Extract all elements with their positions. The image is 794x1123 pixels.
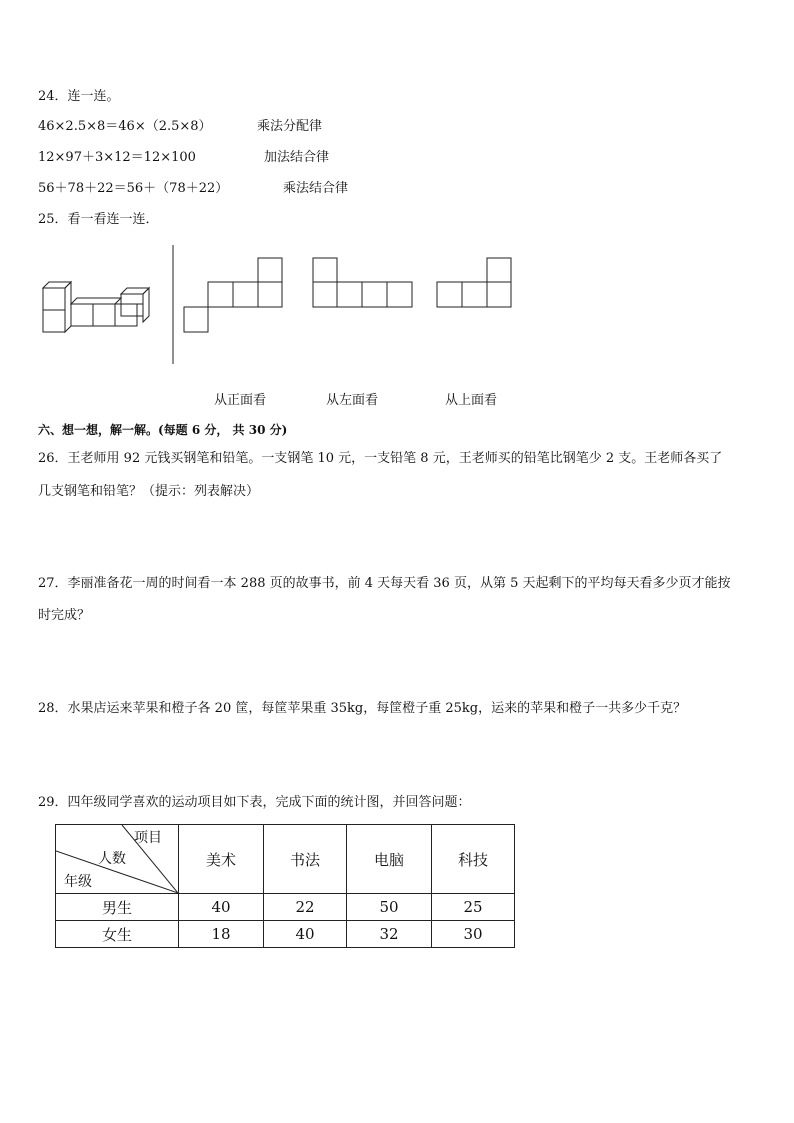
table-col-header: 美术 (179, 825, 264, 894)
table-col-header: 科技 (432, 825, 515, 894)
q24-expr-2: 12×97＋3×12＝12×100 (38, 150, 196, 165)
q24-expr-3: 56＋78＋22＝56＋（78＋22） (38, 181, 229, 196)
table-row (56, 921, 515, 948)
table-cell: 22 (264, 894, 347, 921)
table-cell: 32 (347, 921, 432, 948)
q25-title: 25．看一看连一连． (38, 212, 159, 227)
q26-line2: 几支钢笔和铅笔？（提示：列表解决） (38, 484, 260, 499)
table-cell: 25 (432, 894, 515, 921)
table-cell: 18 (179, 921, 264, 948)
q27-line2: 时完成？ (38, 608, 91, 623)
view-left-shape (313, 258, 412, 307)
sports-table (55, 824, 515, 948)
corner-label-item: 项目 (134, 830, 162, 846)
table-cell: 50 (347, 894, 432, 921)
q28-line1: 28．水果店运来苹果和橙子各 20 筐，每筐苹果重 35kg，每筐橙子重 25kg，运来的苹果和橙子一共多少千克？ (38, 701, 687, 716)
row-label-boys: 男生 (56, 894, 179, 921)
q24-law-1: 乘法分配律 (257, 119, 323, 134)
cube-stack-figure (43, 282, 149, 332)
q24-title: 24．连一连。 (38, 89, 120, 104)
table-col-header: 书法 (264, 825, 347, 894)
q24-expr-1: 46×2.5×8＝46×（2.5×8） (38, 119, 212, 134)
view-label-front: 从正面看 (214, 393, 267, 408)
table-cell: 30 (432, 921, 515, 948)
table-cell: 40 (264, 921, 347, 948)
section6-heading: 六、想一想，解一解。(每题 6 分， 共 30 分) (38, 423, 288, 437)
q26-line1: 26．王老师用 92 元钱买钢笔和铅笔。一支钢笔 10 元，一支铅笔 8 元，王老师买的铅笔比钢笔少 2 支。王老师各买了 (38, 451, 723, 466)
view-front-shape (184, 258, 282, 332)
table-cell: 40 (179, 894, 264, 921)
view-top-shape (437, 258, 511, 307)
q25-figures (0, 0, 794, 400)
row-label-girls: 女生 (56, 921, 179, 948)
q24-law-2: 加法结合律 (264, 150, 330, 165)
table-corner-cell (56, 825, 179, 894)
q24-law-3: 乘法结合律 (283, 181, 349, 196)
table-col-header: 电脑 (347, 825, 432, 894)
corner-label-grade: 年级 (64, 874, 92, 890)
table-header-row (56, 825, 515, 894)
table-row (56, 894, 515, 921)
q27-line1: 27．李丽准备花一周的时间看一本 288 页的故事书，前 4 天每天看 36 页，从第 5 天起剩下的平均每天看多少页才能按 (38, 576, 731, 591)
view-label-top: 从上面看 (445, 393, 498, 408)
view-label-left: 从左面看 (326, 393, 379, 408)
q29-line1: 29．四年级同学喜欢的运动项目如下表，完成下面的统计图，并回答问题： (38, 795, 471, 810)
corner-label-count: 人数 (98, 851, 126, 867)
